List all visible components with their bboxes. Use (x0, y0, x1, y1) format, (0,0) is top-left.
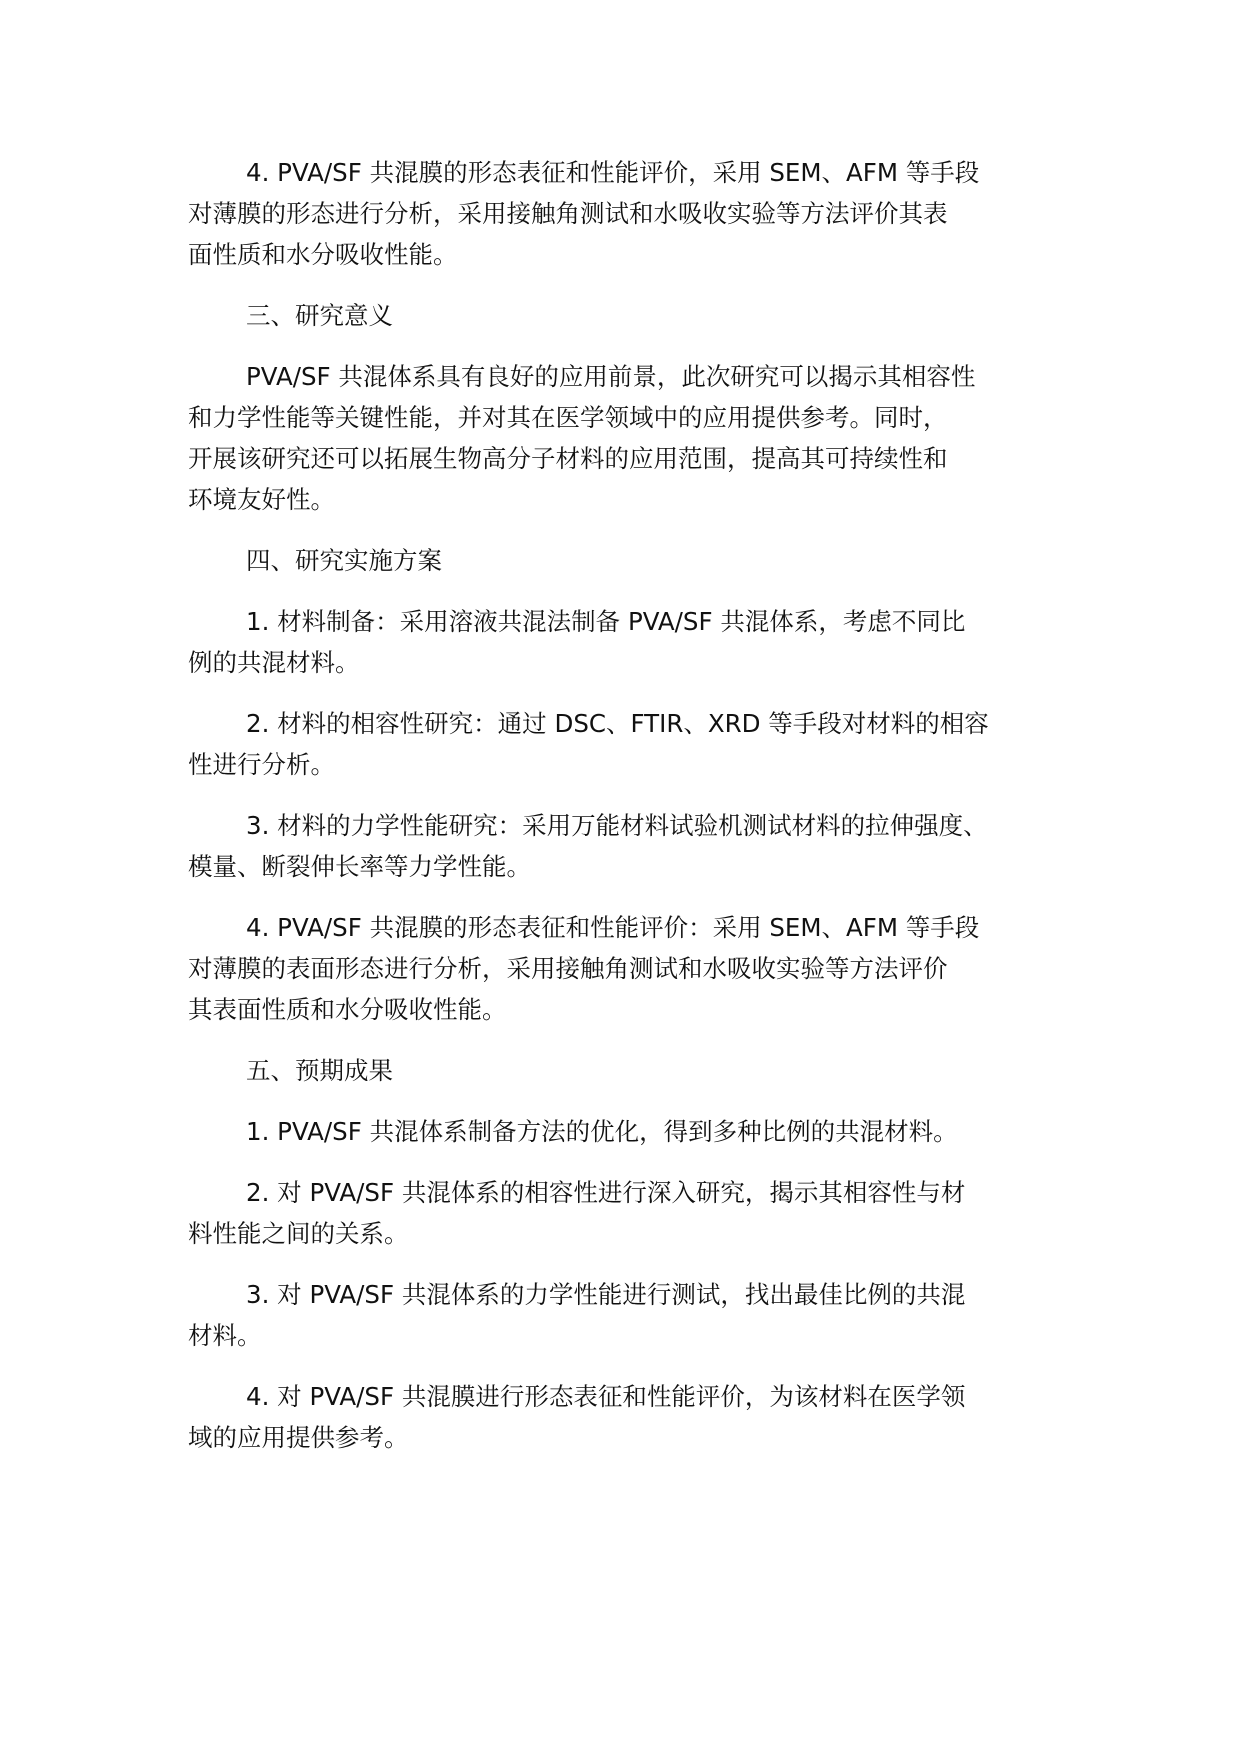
text-line: 料性能之间的关系。 (188, 1219, 409, 1248)
text-line: 例的共混材料。 (188, 648, 360, 677)
list-item-film-characterization (188, 907, 1088, 1030)
text-line: 其表面性质和水分吸收性能。 (188, 995, 507, 1024)
list-item-material-preparation (188, 601, 1088, 683)
text-line: 开展该研究还可以拓展生物高分子材料的应用范围，提高其可持续性和 (188, 444, 948, 473)
text-line: 4. 对 PVA/SF 共混膜进行形态表征和性能评价，为该材料在医学领 (246, 1382, 966, 1411)
text-line: 和力学性能等关键性能，并对其在医学领域中的应用提供参考。同时， (188, 403, 948, 432)
paragraph-film-characterization-continued (188, 152, 1088, 275)
text-line: 2. 对 PVA/SF 共混体系的相容性进行深入研究，揭示其相容性与材 (246, 1178, 966, 1207)
text-line: 对薄膜的表面形态进行分析，采用接触角测试和水吸收实验等方法评价 (188, 954, 948, 983)
text-line: 3. 对 PVA/SF 共混体系的力学性能进行测试，找出最佳比例的共混 (246, 1280, 966, 1309)
section-heading-research-significance (188, 295, 1088, 336)
text-line: 2. 材料的相容性研究：通过 DSC、FTIR、XRD 等手段对材料的相容 (246, 709, 989, 738)
section-heading: 五、预期成果 (246, 1056, 393, 1085)
text-line: 面性质和水分吸收性能。 (188, 240, 458, 269)
list-item-film-results (188, 1376, 1088, 1458)
document-body (188, 152, 1088, 1478)
text-line: 3. 材料的力学性能研究：采用万能材料试验机测试材料的拉伸强度、 (246, 811, 988, 840)
text-line: 材料。 (188, 1321, 262, 1350)
list-item-compatibility-results (188, 1172, 1088, 1254)
text-line: 1. 材料制备：采用溶液共混法制备 PVA/SF 共混体系，考虑不同比 (246, 607, 966, 636)
section-heading: 三、研究意义 (246, 301, 393, 330)
text-line: 模量、断裂伸长率等力学性能。 (188, 852, 531, 881)
text-line: PVA/SF 共混体系具有良好的应用前景，此次研究可以揭示其相容性 (246, 362, 976, 391)
list-item-preparation-optimization (188, 1111, 1088, 1152)
text-line: 域的应用提供参考。 (188, 1423, 409, 1452)
text-line: 4. PVA/SF 共混膜的形态表征和性能评价，采用 SEM、AFM 等手段 (246, 158, 980, 187)
text-line: 1. PVA/SF 共混体系制备方法的优化，得到多种比例的共混材料。 (246, 1117, 958, 1146)
section-heading-implementation-plan (188, 540, 1088, 581)
list-item-mechanical-study (188, 805, 1088, 887)
section-heading: 四、研究实施方案 (246, 546, 442, 575)
text-line: 性进行分析。 (188, 750, 335, 779)
section-heading-expected-results (188, 1050, 1088, 1091)
text-line: 4. PVA/SF 共混膜的形态表征和性能评价：采用 SEM、AFM 等手段 (246, 913, 980, 942)
text-line: 对薄膜的形态进行分析，采用接触角测试和水吸收实验等方法评价其表 (188, 199, 948, 228)
text-line: 环境友好性。 (188, 485, 335, 514)
list-item-mechanical-results (188, 1274, 1088, 1356)
paragraph-research-significance (188, 356, 1088, 520)
list-item-compatibility-study (188, 703, 1088, 785)
